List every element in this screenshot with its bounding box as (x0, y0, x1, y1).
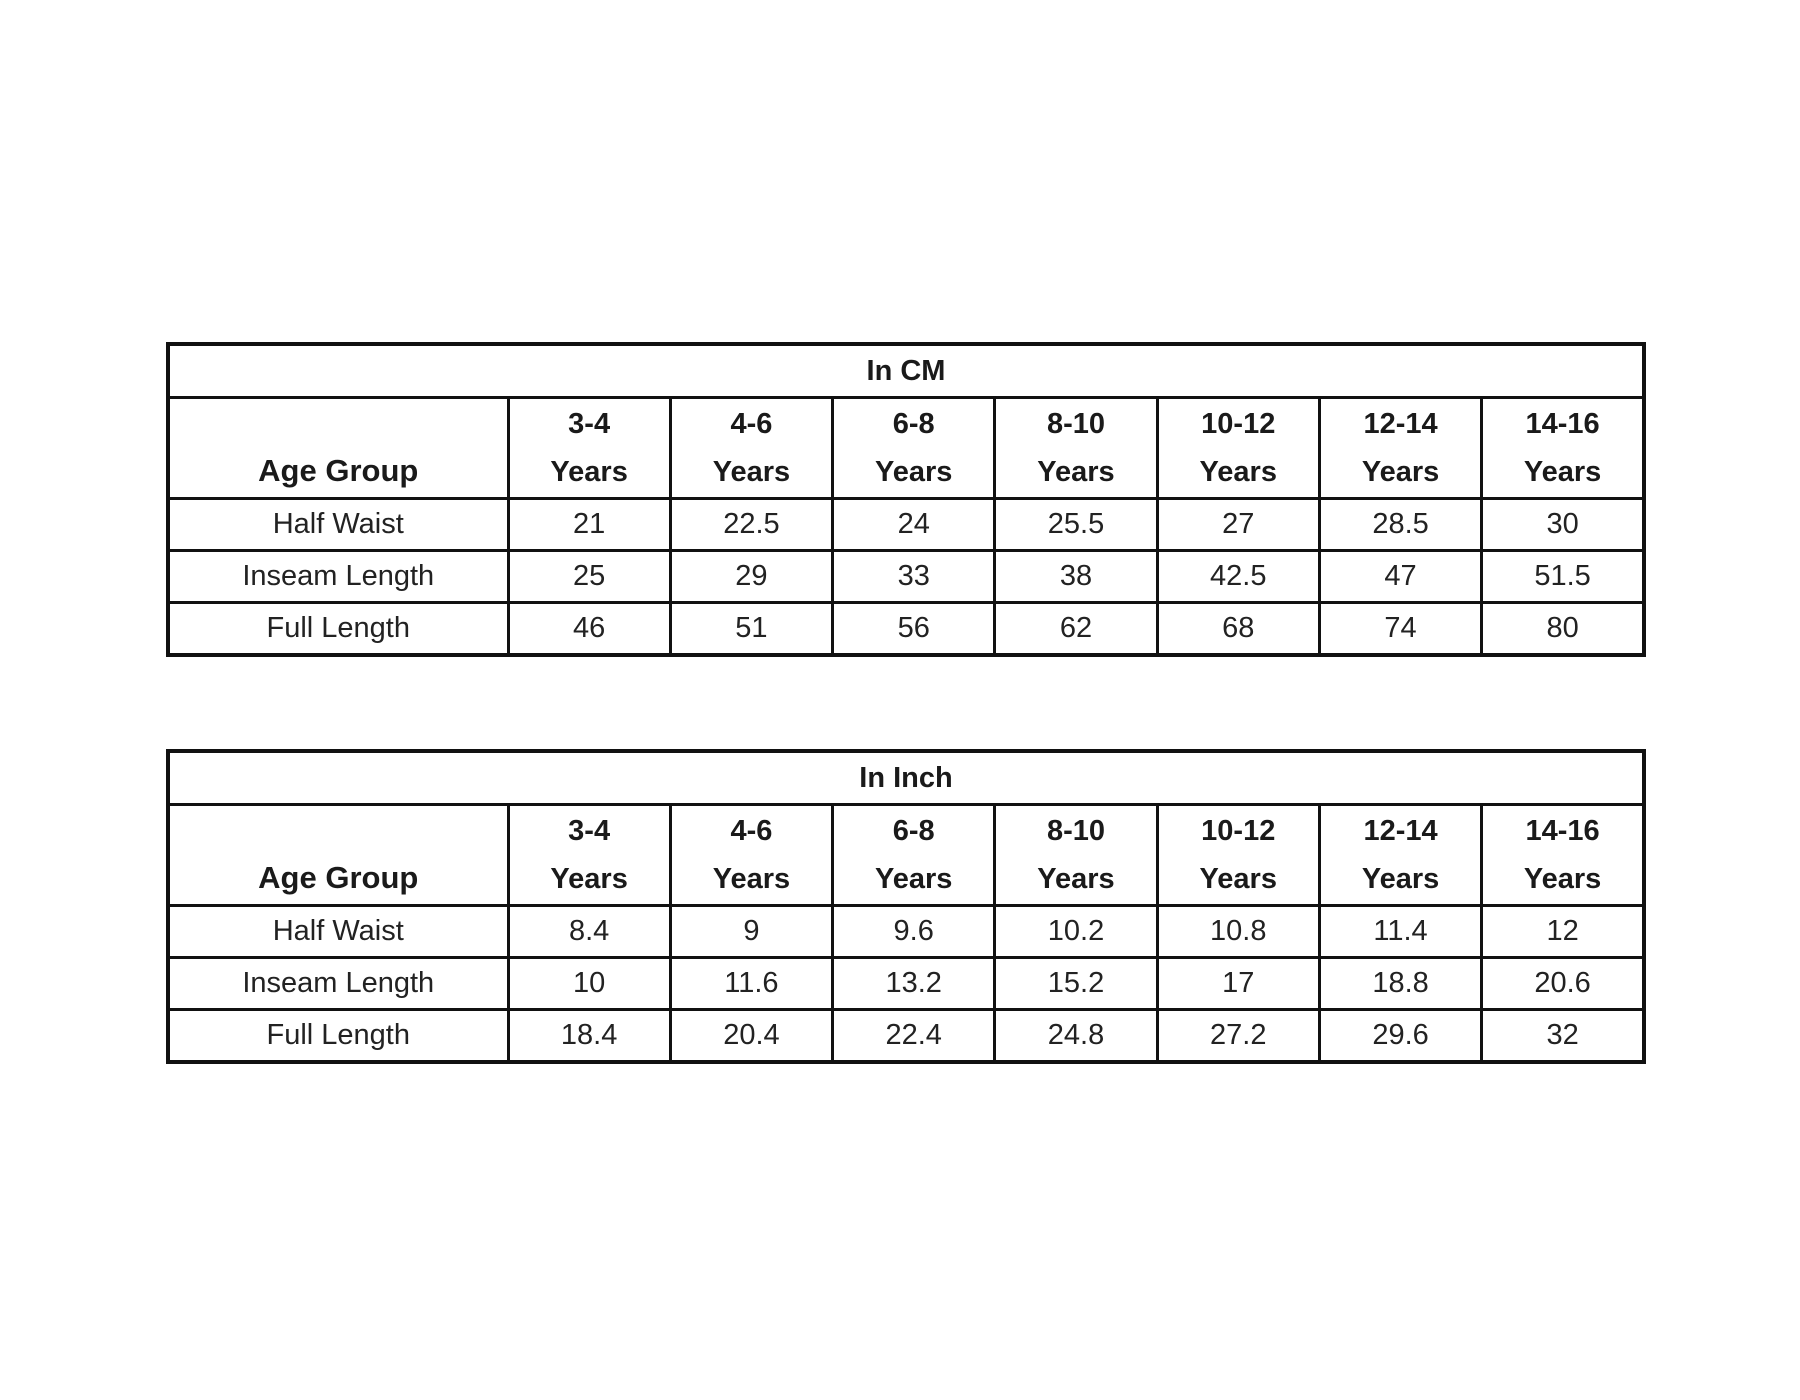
table-cell: 74 (1319, 603, 1481, 656)
table-cell: 17 (1157, 958, 1319, 1010)
size-table-inch (166, 749, 1646, 1064)
table-cell: 29.6 (1319, 1010, 1481, 1063)
table-cell: 9 (670, 906, 832, 958)
table-cell: 24 (833, 499, 995, 551)
table-header-row (168, 805, 1644, 906)
table-cell: 38 (995, 551, 1157, 603)
age-unit: Years (1199, 863, 1277, 895)
age-unit: Years (1523, 863, 1602, 895)
age-unit: Years (1361, 456, 1440, 488)
age-group-col (1482, 398, 1644, 499)
table-cell: 28.5 (1319, 499, 1481, 551)
table-cell: 18.8 (1319, 958, 1481, 1010)
age-range: 6-8 (892, 408, 935, 440)
table-cell: 80 (1482, 603, 1644, 656)
age-group-col (995, 805, 1157, 906)
table-cell: 47 (1319, 551, 1481, 603)
table-cell: 27.2 (1157, 1010, 1319, 1063)
table-cell: 15.2 (995, 958, 1157, 1010)
table-cell: 25 (508, 551, 670, 603)
age-unit: Years (550, 456, 628, 488)
age-group-header: Age Group (168, 805, 508, 906)
table-cell: 13.2 (833, 958, 995, 1010)
age-group-col (833, 398, 995, 499)
table-cell: 27 (1157, 499, 1319, 551)
age-group-col (670, 805, 832, 906)
table-cell: 46 (508, 603, 670, 656)
table-cell: 30 (1482, 499, 1644, 551)
age-unit: Years (1199, 456, 1277, 488)
age-group-col (1319, 805, 1481, 906)
age-group-col (670, 398, 832, 499)
table-cell: 33 (833, 551, 995, 603)
age-unit: Years (1037, 456, 1115, 488)
table-cell: 20.6 (1482, 958, 1644, 1010)
age-range: 4-6 (730, 408, 773, 440)
age-range: 10-12 (1201, 815, 1276, 847)
age-group-col (1157, 805, 1319, 906)
age-unit: Years (874, 863, 953, 895)
age-range: 12-14 (1363, 815, 1438, 847)
table-header-row (168, 398, 1644, 499)
age-range: 10-12 (1201, 408, 1276, 440)
age-group-col (995, 398, 1157, 499)
row-label: Half Waist (168, 906, 508, 958)
age-unit: Years (874, 456, 953, 488)
age-group-col (1319, 398, 1481, 499)
table-cell: 56 (833, 603, 995, 656)
age-unit: Years (1361, 863, 1440, 895)
age-range: 8-10 (1046, 815, 1105, 847)
age-group-col (508, 805, 670, 906)
table-cell: 42.5 (1157, 551, 1319, 603)
table-cell: 24.8 (995, 1010, 1157, 1063)
table-cell: 11.4 (1319, 906, 1481, 958)
age-range: 14-16 (1525, 408, 1600, 440)
table-title: In Inch (168, 751, 1644, 805)
row-label: Full Length (168, 603, 508, 656)
table-cell: 51.5 (1482, 551, 1644, 603)
age-unit: Years (1037, 863, 1115, 895)
age-range: 8-10 (1046, 408, 1105, 440)
table-cell: 9.6 (833, 906, 995, 958)
table-title-row (168, 751, 1644, 805)
row-label: Half Waist (168, 499, 508, 551)
age-group-col (508, 398, 670, 499)
row-label: Inseam Length (168, 551, 508, 603)
age-group-col (1482, 805, 1644, 906)
age-group-col (833, 805, 995, 906)
table-cell: 21 (508, 499, 670, 551)
table-row (168, 603, 1644, 656)
row-label: Full Length (168, 1010, 508, 1063)
table-row (168, 551, 1644, 603)
age-range: 14-16 (1525, 815, 1600, 847)
age-range: 3-4 (568, 815, 611, 847)
table-cell: 10.8 (1157, 906, 1319, 958)
table-cell: 20.4 (670, 1010, 832, 1063)
table-cell: 8.4 (508, 906, 670, 958)
table-cell: 62 (995, 603, 1157, 656)
age-unit: Years (712, 863, 791, 895)
table-row (168, 906, 1644, 958)
age-range: 3-4 (568, 408, 611, 440)
age-group-header: Age Group (168, 398, 508, 499)
table-title-row (168, 344, 1644, 398)
table-cell: 12 (1482, 906, 1644, 958)
age-unit: Years (550, 863, 628, 895)
table-cell: 25.5 (995, 499, 1157, 551)
table-cell: 11.6 (670, 958, 832, 1010)
table-cell: 10.2 (995, 906, 1157, 958)
table-row (168, 958, 1644, 1010)
table-cell: 22.4 (833, 1010, 995, 1063)
table-title: In CM (168, 344, 1644, 398)
table-cell: 68 (1157, 603, 1319, 656)
table-row (168, 499, 1644, 551)
age-range: 6-8 (892, 815, 935, 847)
table-cell: 29 (670, 551, 832, 603)
size-table-cm (166, 342, 1646, 657)
table-cell: 32 (1482, 1010, 1644, 1063)
age-unit: Years (712, 456, 791, 488)
row-label: Inseam Length (168, 958, 508, 1010)
age-unit: Years (1523, 456, 1602, 488)
table-cell: 18.4 (508, 1010, 670, 1063)
age-range: 4-6 (730, 815, 773, 847)
table-cell: 10 (508, 958, 670, 1010)
age-range: 12-14 (1363, 408, 1438, 440)
age-group-col (1157, 398, 1319, 499)
table-cell: 51 (670, 603, 832, 656)
table-row (168, 1010, 1644, 1063)
table-cell: 22.5 (670, 499, 832, 551)
